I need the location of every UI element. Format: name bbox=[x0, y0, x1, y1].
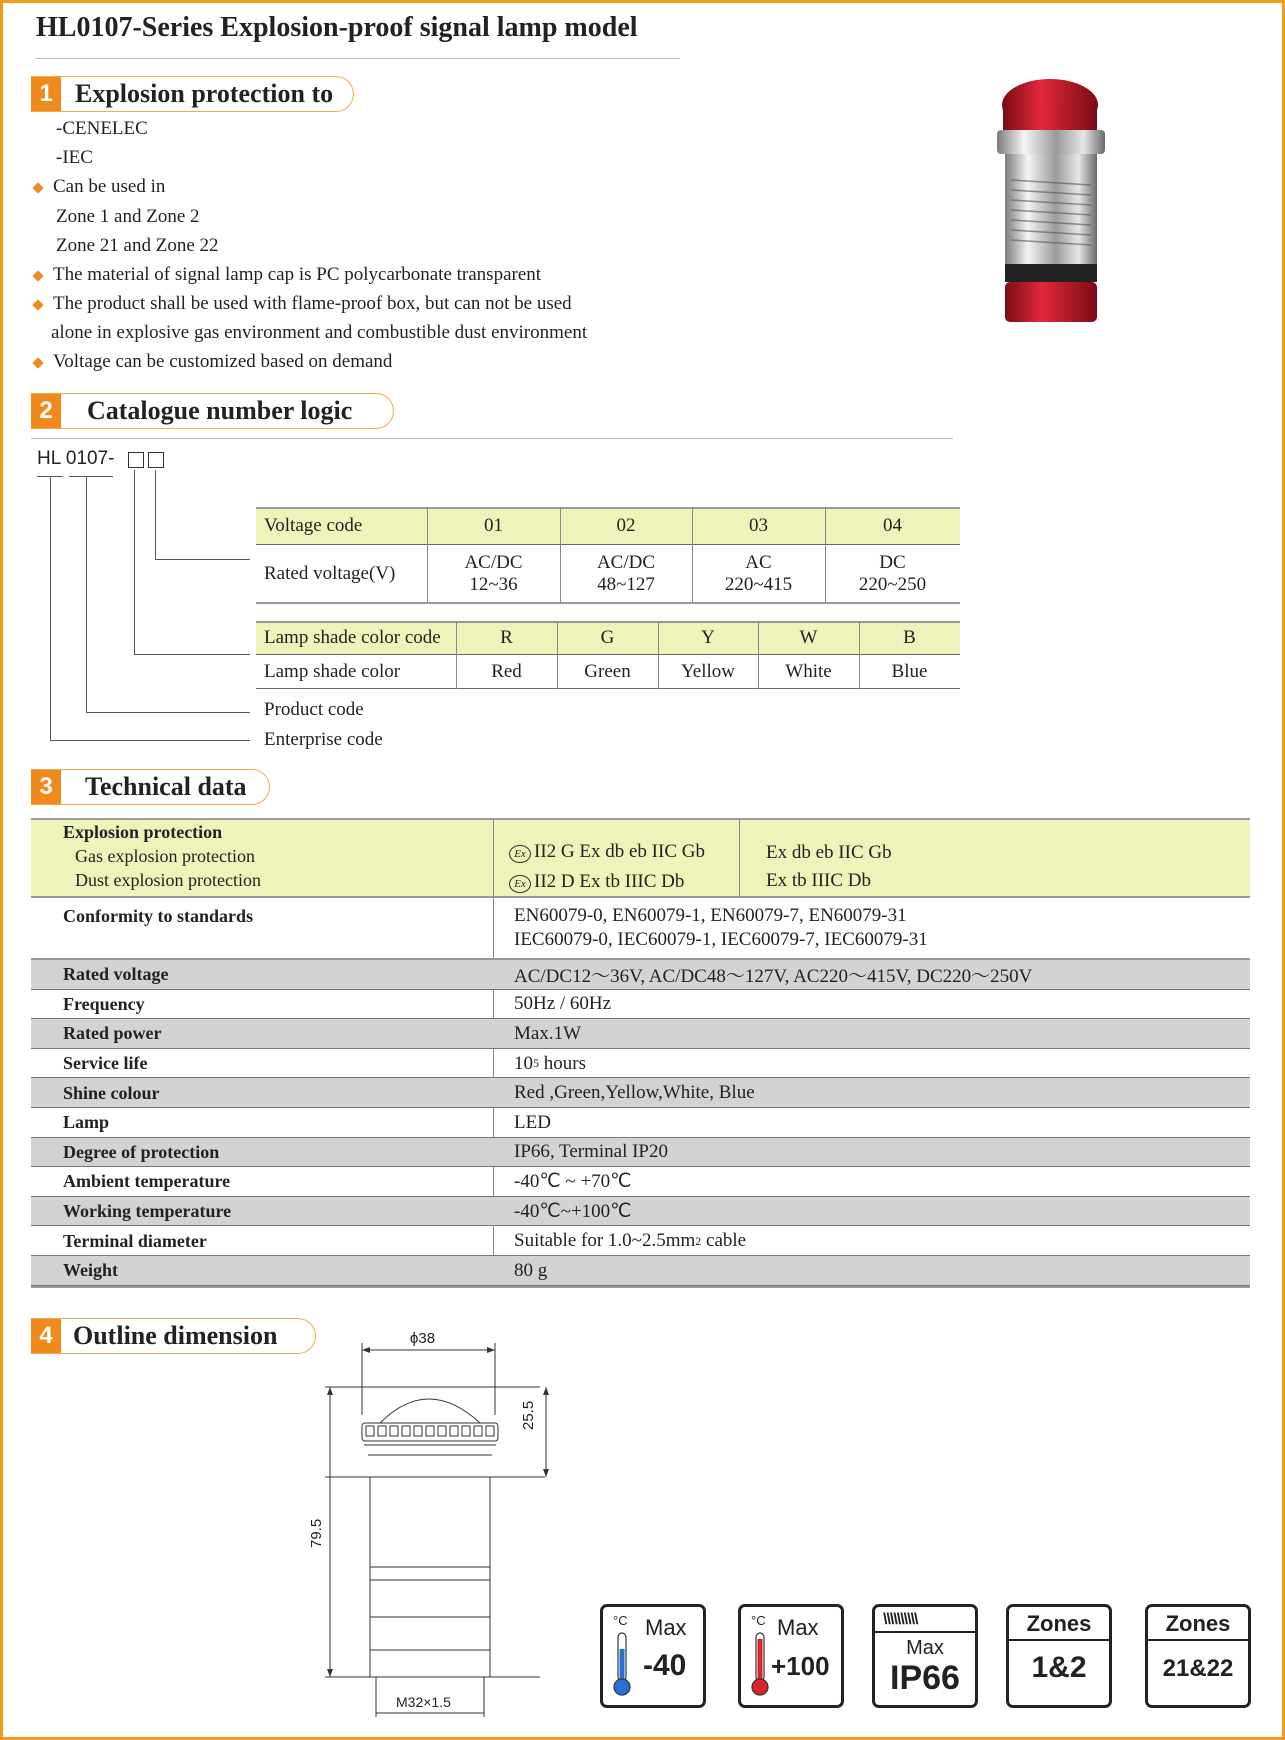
tech-table-bottom-rule bbox=[31, 1286, 1250, 1288]
voltage-code-label: Voltage code bbox=[264, 515, 363, 536]
tech-row-label: Working temperature bbox=[63, 1201, 232, 1222]
tech-row-value: 80 g bbox=[514, 1259, 548, 1281]
model-dash: - bbox=[108, 448, 115, 469]
tech-row-label: Shine colour bbox=[63, 1082, 160, 1103]
section-2-header bbox=[31, 393, 394, 429]
value-tail: cable bbox=[701, 1230, 747, 1252]
dim-height-top: 25.5 bbox=[520, 1400, 537, 1430]
voltage-range: 220~415 bbox=[724, 574, 793, 595]
explosion-protection-labels bbox=[63, 820, 261, 892]
tech-row-value: LED bbox=[514, 1111, 551, 1133]
tech-row-value: 50Hz / 60Hz bbox=[514, 993, 612, 1015]
tech-row-label: Lamp bbox=[63, 1112, 110, 1133]
water-stripes-icon: \\\\\\\\\\ bbox=[883, 1611, 918, 1628]
value-superscript: 5 bbox=[533, 1056, 539, 1071]
section-4-header bbox=[31, 1318, 316, 1354]
value-base: Suitable for 1.0~2.5mm bbox=[514, 1230, 696, 1252]
dim-thread: M32×1.5 bbox=[396, 1694, 451, 1710]
voltage-code-03: 03 bbox=[749, 515, 768, 536]
badge-dust-zones-label: Zones bbox=[1165, 1611, 1231, 1636]
tech-row-label: Rated voltage bbox=[63, 964, 169, 985]
badge-ip-value: IP66 bbox=[890, 1659, 960, 1697]
section-3-header bbox=[31, 769, 270, 805]
atex-gas: II2 G Ex db eb IIC Gb bbox=[534, 841, 705, 862]
section-4-number: 4 bbox=[31, 1319, 61, 1353]
section-3-title: Technical data bbox=[85, 772, 247, 801]
voltage-value-02 bbox=[560, 552, 692, 596]
badge-gas-zones bbox=[1006, 1604, 1112, 1708]
tech-row-value: IP66, Terminal IP20 bbox=[514, 1141, 669, 1163]
ex-mark-icon: Ex bbox=[509, 845, 531, 863]
tech-row-bg bbox=[31, 1019, 1250, 1049]
bracket-product bbox=[69, 476, 113, 477]
iec-gas: Ex db eb IIC Gb bbox=[766, 842, 892, 863]
badge-dust-zones-value: 21&22 bbox=[1162, 1655, 1234, 1682]
thermometer-hot-icon bbox=[747, 1629, 773, 1699]
leader-voltage-h bbox=[155, 559, 250, 560]
leader-voltage bbox=[155, 470, 156, 559]
tech-row-value bbox=[514, 1226, 746, 1256]
badge-ip-rating bbox=[872, 1604, 978, 1708]
voltage-range: 48~127 bbox=[597, 574, 655, 595]
tech-row-label: Degree of protection bbox=[63, 1141, 220, 1162]
section-2-divider bbox=[31, 438, 953, 439]
voltage-type: DC bbox=[879, 552, 906, 573]
badge-gas-zones-label: Zones bbox=[1026, 1611, 1092, 1636]
badge-divider bbox=[1009, 1639, 1109, 1641]
section-2-number: 2 bbox=[31, 394, 61, 428]
tech-row-value: -40℃ ~ +70℃ bbox=[514, 1171, 632, 1193]
dim-diameter: ϕ38 bbox=[410, 1330, 436, 1347]
color-code-r: R bbox=[500, 627, 513, 648]
section-1-header bbox=[31, 76, 354, 112]
leader-color-h bbox=[134, 654, 250, 655]
color-name-blue: Blue bbox=[891, 660, 928, 682]
enterprise-code: HL bbox=[37, 448, 61, 469]
conformity-en: EN60079-0, EN60079-1, EN60079-7, EN60079-31 bbox=[514, 905, 907, 926]
badge-ip-label: Max bbox=[906, 1637, 944, 1659]
voltage-type: AC/DC bbox=[464, 552, 523, 573]
badge-min-value: -40 bbox=[643, 1649, 687, 1682]
value-tail: hours bbox=[539, 1052, 586, 1074]
tech-row-label: Frequency bbox=[63, 993, 145, 1014]
atex-dust: II2 D Ex tb IIIC Db bbox=[534, 871, 685, 892]
rated-voltage-label: Rated voltage(V) bbox=[264, 562, 396, 584]
tech-row-label: Terminal diameter bbox=[63, 1230, 207, 1251]
voltage-value-03 bbox=[692, 552, 825, 596]
voltage-code-02: 02 bbox=[616, 515, 636, 536]
voltage-value-01 bbox=[427, 552, 560, 596]
tech-row-label: Ambient temperature bbox=[63, 1171, 231, 1192]
value-base: 10 bbox=[514, 1052, 533, 1074]
color-name-red: Red bbox=[491, 660, 522, 682]
section-1-title: Explosion protection to bbox=[75, 79, 334, 108]
leader-enterprise-h bbox=[50, 740, 250, 741]
color-name-white: White bbox=[785, 660, 832, 682]
material-note: The material of signal lamp cap is PC polycarbonate transparent bbox=[53, 264, 542, 285]
tech-row-label: Weight bbox=[63, 1260, 119, 1281]
badge-max-value: +100 bbox=[771, 1651, 830, 1681]
atex-marking bbox=[509, 837, 705, 897]
usage-note-2: alone in explosive gas environment and combustible dust environment bbox=[51, 322, 588, 343]
voltage-code-box bbox=[148, 452, 164, 468]
standard-cenelec: -CENELEC bbox=[56, 118, 148, 139]
product-code: 0107 bbox=[65, 448, 109, 469]
explosion-protection-label: Explosion protection bbox=[63, 822, 223, 842]
tech-row-value: AC/DC12～36V, AC/DC48～127V, AC220～415V, DC220～250V bbox=[514, 966, 1033, 988]
color-table-bottom-rule bbox=[256, 688, 960, 689]
outline-dimension-drawing bbox=[300, 1325, 560, 1730]
voltage-value-04 bbox=[825, 552, 960, 596]
tech-row-value: Max.1W bbox=[514, 1022, 582, 1044]
tech-row-value: Red ,Green,Yellow,White, Blue bbox=[514, 1082, 755, 1104]
color-name-yellow: Yellow bbox=[680, 660, 736, 682]
value-superscript: 2 bbox=[695, 1233, 702, 1248]
celsius-unit: °C bbox=[751, 1613, 766, 1628]
voltage-type: AC bbox=[745, 552, 772, 573]
color-name-green: Green bbox=[584, 660, 631, 682]
voltage-range: 220~250 bbox=[858, 574, 927, 595]
model-number bbox=[37, 448, 114, 470]
color-code-label: Lamp shade color code bbox=[264, 627, 441, 648]
iec-dust: Ex tb IIIC Db bbox=[766, 870, 872, 891]
gas-protection-label: Gas explosion protection bbox=[75, 846, 255, 866]
title-divider bbox=[36, 58, 680, 59]
leader-color bbox=[134, 470, 135, 654]
voltage-note: Voltage can be customized based on demand bbox=[53, 351, 393, 372]
usage-note-1: The product shall be used with flame-proof box, but can not be used bbox=[53, 293, 572, 314]
ex-mark-icon: Ex bbox=[509, 875, 531, 893]
badge-divider bbox=[1148, 1639, 1248, 1641]
conformity-label: Conformity to standards bbox=[63, 905, 254, 926]
standard-iec: -IEC bbox=[56, 147, 93, 168]
celsius-unit: °C bbox=[613, 1613, 628, 1628]
dim-height-total: 79.5 bbox=[308, 1518, 325, 1548]
enterprise-code-label: Enterprise code bbox=[264, 729, 383, 750]
voltage-code-04: 04 bbox=[883, 515, 902, 536]
badge-divider bbox=[875, 1631, 975, 1633]
leader-enterprise bbox=[50, 476, 51, 740]
badge-min-label: Max bbox=[645, 1615, 687, 1640]
leader-product-h bbox=[86, 712, 250, 713]
voltage-range: 12~36 bbox=[469, 574, 518, 595]
color-code-g: G bbox=[600, 627, 615, 648]
usage-zones-gas: Zone 1 and Zone 2 bbox=[56, 206, 200, 227]
tech-row-value: -40℃~+100℃ bbox=[514, 1201, 632, 1223]
badge-max-temp bbox=[738, 1604, 844, 1708]
usage-heading: Can be used in bbox=[53, 176, 166, 197]
usage-zones-dust: Zone 21 and Zone 22 bbox=[56, 235, 219, 256]
color-code-y: Y bbox=[701, 627, 715, 648]
conformity-value bbox=[514, 904, 928, 952]
product-code-label: Product code bbox=[264, 699, 364, 720]
badge-min-temp bbox=[600, 1604, 706, 1708]
tech-row-label: Rated power bbox=[63, 1023, 162, 1044]
voltage-code-01: 01 bbox=[484, 515, 503, 536]
voltage-table-bottom-rule bbox=[256, 602, 960, 604]
iecex-marking bbox=[766, 839, 892, 895]
badge-dust-zones bbox=[1145, 1604, 1251, 1708]
section-1-number: 1 bbox=[31, 77, 61, 111]
color-code-b: B bbox=[903, 627, 916, 648]
color-code-w: W bbox=[799, 627, 818, 648]
section-3-number: 3 bbox=[31, 770, 61, 804]
badge-gas-zones-value: 1&2 bbox=[1031, 1651, 1087, 1684]
leader-product bbox=[86, 476, 87, 712]
tech-table-col-divider bbox=[739, 819, 740, 896]
page-title: HL0107-Series Explosion-proof signal lamp model bbox=[36, 12, 638, 43]
tech-row-label: Service life bbox=[63, 1053, 148, 1074]
color-name-label: Lamp shade color bbox=[264, 660, 401, 682]
signal-lamp-photo bbox=[975, 75, 1130, 345]
section-2-title: Catalogue number logic bbox=[87, 396, 353, 425]
thermometer-cold-icon bbox=[609, 1629, 635, 1699]
conformity-iec: IEC60079-0, IEC60079-1, IEC60079-7, IEC60079-31 bbox=[514, 929, 928, 950]
tech-row-rule bbox=[31, 1048, 1250, 1049]
section-4-title: Outline dimension bbox=[73, 1321, 278, 1350]
dust-protection-label: Dust explosion protection bbox=[75, 870, 261, 890]
tech-row-value bbox=[514, 1049, 586, 1079]
tech-row-bg bbox=[31, 1256, 1250, 1286]
voltage-type: AC/DC bbox=[596, 552, 656, 573]
color-code-box bbox=[128, 452, 144, 468]
badge-max-label: Max bbox=[777, 1615, 819, 1640]
